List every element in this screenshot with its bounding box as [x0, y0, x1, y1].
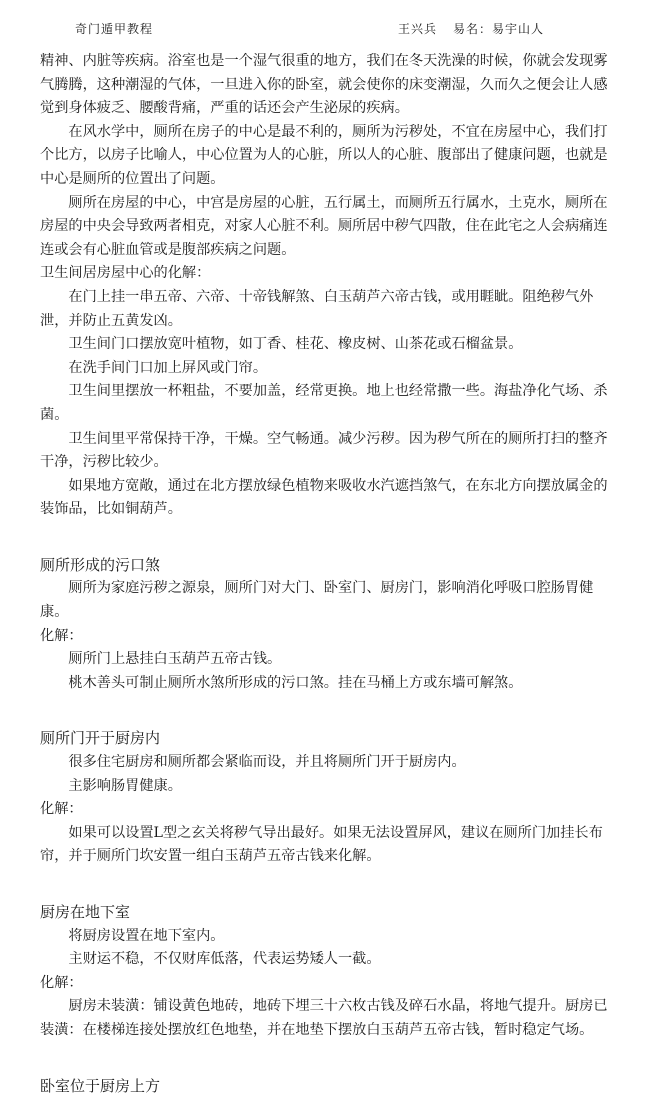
body-paragraph: 卫生间门口摆放宽叶植物，如丁香、桂花、橡皮树、山茶花或石榴盆景。	[68, 336, 523, 353]
page-body	[40, 50, 612, 1098]
body-paragraph: 在门上挂一串五帝、六帝、十帝钱解煞、白玉葫芦六帝古钱，或用睚眦。阻绝秽气外泄，并防止五黄发凶。	[40, 288, 594, 329]
body-paragraph: 在洗手间门口加上屏风或门帘。	[68, 359, 268, 376]
author-info	[398, 20, 560, 37]
body-paragraph: 卫生间里摆放一杯粗盐，不要加盖，经常更换。地上也经常撒一些。海盐净化气场、杀菌。	[40, 383, 608, 423]
section-heading: 厕所门开于厨房内	[40, 729, 161, 748]
body-paragraph: 厕所门上悬挂白玉葫芦五帝古钱。	[68, 651, 282, 668]
section-heading: 厨房在地下室	[40, 903, 131, 921]
body-paragraph: 卫生间里平常保持干净，干燥。空气畅通。减少污秽。因为秽气所在的厕所打扫的整齐干净，污秽比较少。	[40, 430, 608, 471]
section-gap	[40, 522, 612, 540]
body-paragraph: 化解：	[40, 801, 83, 818]
author-alias: 易名：易宇山人	[453, 22, 545, 36]
body-paragraph: 厨房未装潢：铺设黄色地砖，地砖下埋三十六枚古钱及碎石水晶，将地气提升。厨房已装潢：在楼梯连接处摆放红色地垫，并在地垫下摆放白玉葫芦五帝古钱，暂时稳定气场。	[40, 998, 608, 1038]
body-paragraph: 精神、内脏等疾病。浴室也是一个湿气很重的地方，我们在冬天洗澡的时候，你就会发现雾气腾腾，这种潮湿的气体，一旦进入你的卧室，就会使你的床变潮湿，久而久之便会让人感觉到身体疲乏、腰酸背痛，严重的话还会产生泌尿的疾病。	[40, 53, 608, 117]
body-paragraph: 如果可以设置L型之玄关将秽气导出最好。如果无法设置屏风，建议在厕所门加挂长布帘，并于厕所门坎安置一组白玉葫芦五帝古钱来化解。	[40, 824, 603, 865]
body-paragraph: 化解：	[40, 627, 83, 644]
body-paragraph: 在风水学中，厕所在房子的中心是最不利的，厕所为污秽处，不宜在房屋中心，我们打个比方，以房子比喻人，中心位置为人的心脏，所以人的心脏、腹部出了健康问题，也就是中心是厕所的位置出了问题。	[40, 123, 608, 187]
body-paragraph: 化解：	[40, 974, 83, 991]
body-paragraph: 卫生间居房屋中心的化解：	[40, 265, 211, 282]
body-paragraph: 主影响肠胃健康。	[68, 777, 182, 794]
author-name: 王兴兵	[398, 22, 438, 36]
body-paragraph: 厕所在房屋的中心，中宫是房屋的心脏，五行属土，而厕所五行属水，土克水，厕所在房屋的中央会导致两者相克，对家人心脏不利。厕所居中秽气四散，住在此宅之人会病痛连连或会有心脏血管或是腹部疾病之问题。	[40, 194, 608, 258]
body-paragraph: 主财运不稳，不仅财库低落，代表运势矮人一截。	[68, 951, 381, 968]
section-gap	[40, 869, 612, 887]
body-paragraph: 将厨房设置在地下室内。	[68, 927, 225, 944]
body-paragraph: 厕所为家庭污秽之源泉，厕所门对大门、卧室门、厨房门，影响消化呼吸口腔肠胃健康。	[40, 580, 594, 621]
page-header	[0, 0, 652, 46]
section-gap	[40, 1043, 612, 1061]
body-paragraph: 桃木善头可制止厕所水煞所形成的污口煞。挂在马桶上方或东墙可解煞。	[68, 674, 523, 691]
body-paragraph: 很多住宅厨房和厕所都会紧临而设，并且将厕所门开于厨房内。	[68, 754, 466, 771]
section-heading: 卧室位于厨房上方	[40, 1076, 161, 1095]
section-gap	[40, 695, 612, 713]
body-paragraph: 如果地方宽敞，通过在北方摆放绿色植物来吸收水汽遮挡煞气，在东北方向摆放属金的装饰品，比如铜葫芦。	[40, 477, 608, 518]
book-title: 奇门遁甲教程	[75, 22, 154, 36]
section-heading: 厕所形成的污口煞	[40, 555, 161, 574]
